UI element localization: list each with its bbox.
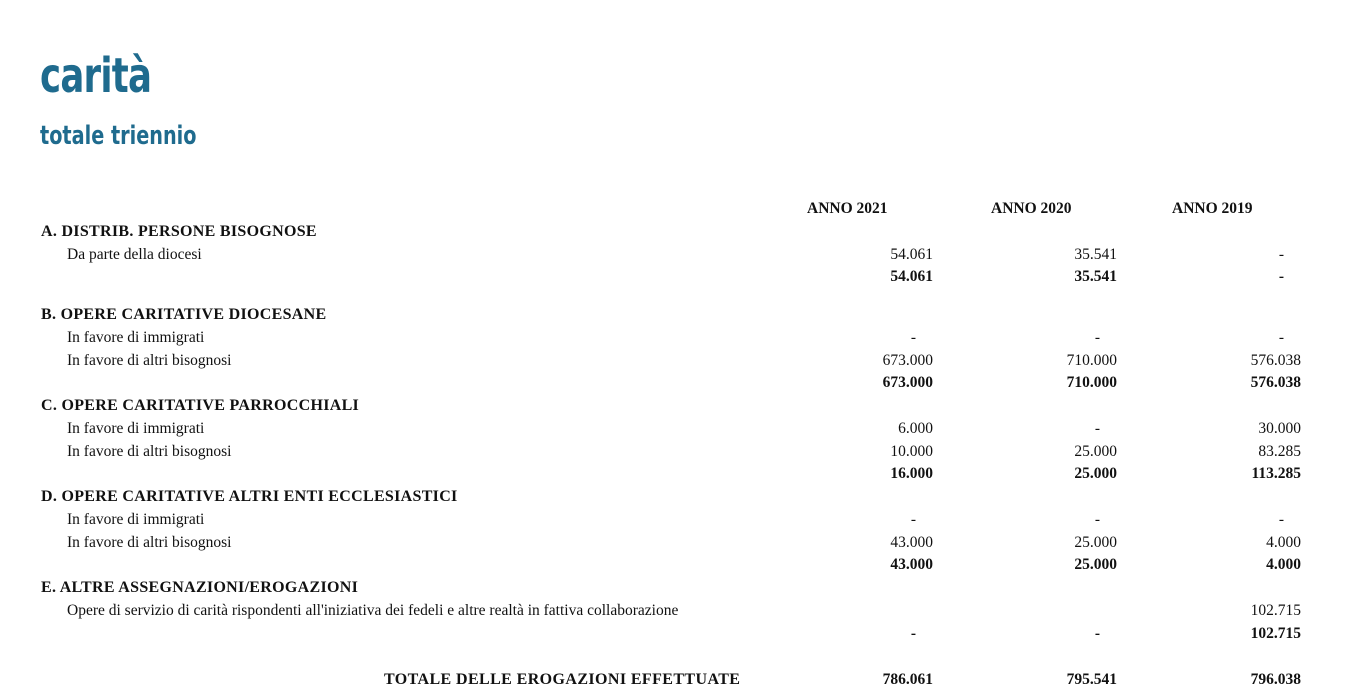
subtotal-row (0, 623, 1351, 645)
row-value: - (1278, 511, 1284, 528)
subtotal-value: 25.000 (1074, 465, 1117, 482)
row-value: 4.000 (1266, 534, 1301, 551)
column-header-2: ANNO 2020 (991, 200, 1072, 217)
subtotal-value: 43.000 (890, 556, 933, 573)
table-row (0, 600, 1351, 622)
subtotal-value: - (910, 625, 916, 642)
section-heading: C. OPERE CARITATIVE PARROCCHIALI (41, 397, 360, 414)
row-label: In favore di altri bisognosi (67, 443, 232, 460)
subtotal-value: 710.000 (1066, 374, 1117, 391)
subtotal-value: 16.000 (890, 465, 933, 482)
section-heading: B. OPERE CARITATIVE DIOCESANE (41, 306, 327, 323)
row-value: - (910, 511, 916, 528)
section-heading-row (0, 221, 1351, 243)
row-label: In favore di altri bisognosi (67, 352, 232, 369)
table-row (0, 244, 1351, 266)
section-heading: E. ALTRE ASSEGNAZIONI/EROGAZIONI (41, 579, 359, 596)
subtotal-value: 113.285 (1251, 465, 1301, 482)
section-heading: A. DISTRIB. PERSONE BISOGNOSE (41, 223, 317, 240)
row-value: 25.000 (1074, 534, 1117, 551)
table-row (0, 532, 1351, 554)
grand-total-value: 786.061 (882, 671, 933, 688)
section-heading-row (0, 577, 1351, 599)
row-value: 576.038 (1250, 352, 1301, 369)
row-label: Opere di servizio di carità rispondenti all'iniziativa dei fedeli e altre realtà in fattiva collaborazione (67, 602, 679, 619)
subtotal-row (0, 554, 1351, 576)
column-header-row (0, 198, 1351, 220)
table-row (0, 350, 1351, 372)
table-row (0, 418, 1351, 440)
row-value: - (910, 329, 916, 346)
grand-total-value: 795.541 (1066, 671, 1117, 688)
row-value: - (1278, 246, 1284, 263)
subtotal-value: - (1278, 268, 1284, 285)
subtotal-value: 4.000 (1266, 556, 1301, 573)
subtotal-value: 576.038 (1250, 374, 1301, 391)
table-row (0, 441, 1351, 463)
subtotal-row (0, 463, 1351, 485)
grand-total-row (0, 669, 1351, 691)
table-row (0, 327, 1351, 349)
row-value: - (1094, 511, 1100, 528)
subtotal-value: 102.715 (1250, 625, 1301, 642)
subtotal-value: 54.061 (890, 268, 933, 285)
row-label: In favore di immigrati (67, 329, 205, 346)
row-label: In favore di immigrati (67, 420, 205, 437)
row-value: 83.285 (1258, 443, 1301, 460)
page-subtitle: totale triennio (40, 121, 197, 151)
row-value: 43.000 (890, 534, 933, 551)
row-value: - (1094, 329, 1100, 346)
table-row (0, 509, 1351, 531)
row-value: 10.000 (890, 443, 933, 460)
row-value: 673.000 (882, 352, 933, 369)
row-value: 54.061 (890, 246, 933, 263)
row-label: In favore di altri bisognosi (67, 534, 232, 551)
section-heading-row (0, 486, 1351, 508)
row-value: 710.000 (1066, 352, 1117, 369)
grand-total-value: 796.038 (1250, 671, 1301, 688)
subtotal-row (0, 372, 1351, 394)
subtotal-value: 35.541 (1074, 268, 1117, 285)
row-value: 25.000 (1074, 443, 1117, 460)
row-value: 35.541 (1074, 246, 1117, 263)
page-title: carità (40, 48, 152, 104)
subtotal-value: - (1094, 625, 1100, 642)
row-value: 6.000 (898, 420, 933, 437)
subtotal-row (0, 266, 1351, 288)
row-label: Da parte della diocesi (67, 246, 202, 263)
row-label: In favore di immigrati (67, 511, 205, 528)
row-value: 30.000 (1258, 420, 1301, 437)
section-heading-row (0, 304, 1351, 326)
row-value: - (1278, 329, 1284, 346)
subtotal-value: 673.000 (882, 374, 933, 391)
column-header-3: ANNO 2019 (1172, 200, 1253, 217)
column-header-1: ANNO 2021 (807, 200, 888, 217)
row-value: - (1094, 420, 1100, 437)
section-heading: D. OPERE CARITATIVE ALTRI ENTI ECCLESIASTICI (41, 488, 458, 505)
row-value: 102.715 (1250, 602, 1301, 619)
subtotal-value: 25.000 (1074, 556, 1117, 573)
grand-total-label: TOTALE DELLE EROGAZIONI EFFETTUATE (384, 671, 741, 688)
section-heading-row (0, 395, 1351, 417)
